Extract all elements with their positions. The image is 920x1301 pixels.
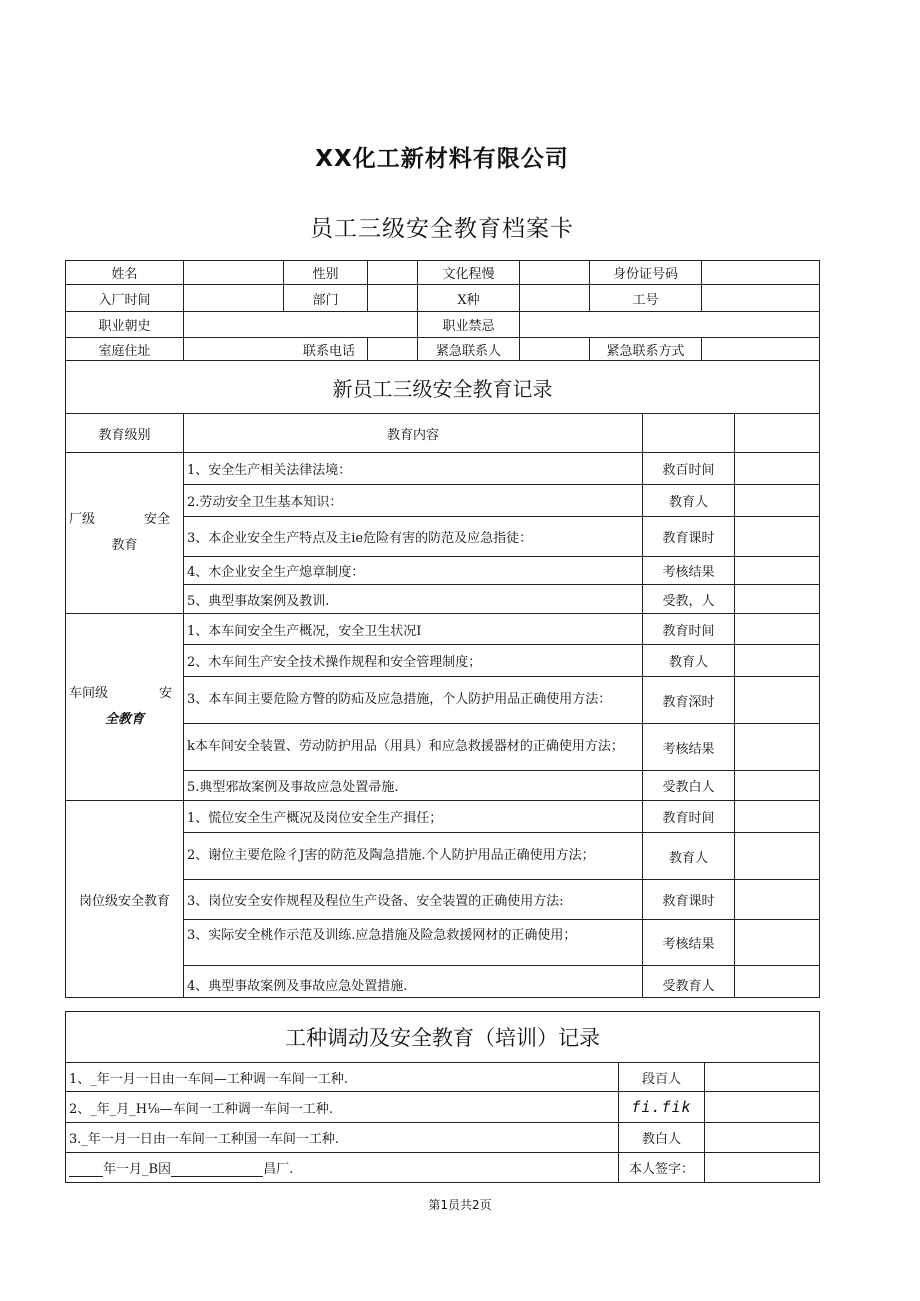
workshop-field-value[interactable] (735, 724, 820, 771)
transfer-table (65, 1011, 820, 1183)
post-field-label: 救育课时 (643, 880, 735, 920)
factory-level-b: 安全 (143, 512, 170, 527)
info-table (65, 260, 820, 361)
dept-value[interactable] (368, 285, 418, 312)
factory-item: 3、本企业安全生产特点及主ⅰe危险有害的防范及应急指徒： (184, 517, 643, 557)
transfer-row-value[interactable] (705, 1123, 820, 1153)
post-field-value[interactable] (735, 966, 820, 998)
workshop-item: 2、木车间生产安全技术操作规程和安全管理制度； (184, 645, 643, 677)
emergency-contact-value[interactable] (520, 338, 590, 361)
post-field-label: 受教育人 (643, 966, 735, 998)
workshop-field-label: 受教白人 (643, 771, 735, 801)
workshop-item: 1、本车间安全生产概况，安全卫生状况I (184, 614, 643, 645)
idcard-value[interactable] (702, 261, 820, 285)
workshop-level-cell (66, 614, 184, 801)
factory-field-value[interactable] (735, 453, 820, 485)
post-field-value[interactable] (735, 920, 820, 966)
post-field-value[interactable] (735, 801, 820, 833)
workshop-field-value[interactable] (735, 645, 820, 677)
factory-field-label: 考核结果 (643, 557, 735, 585)
post-field-label: 教育时间 (643, 801, 735, 833)
factory-level-cell (66, 453, 184, 614)
factory-field-value[interactable] (735, 557, 820, 585)
workshop-field-label: 教育时间 (643, 614, 735, 645)
transfer-row-label: fi.fik (619, 1092, 705, 1123)
workshop-item: 5.典型邪故案例及事故应急处置帚施. (184, 771, 643, 801)
entry-value[interactable] (184, 285, 284, 312)
factory-item: 2.劳动安全卫生基本知识： (184, 485, 643, 517)
post-item: 3、岗位安全安作规程及程位生产设备、安全装置的正确使用方法: (184, 880, 643, 920)
card-title: 员工三级安全教育档案卡 (310, 216, 574, 242)
factory-level-c: 教育 (111, 538, 138, 553)
transfer-last-year: 年一月_B因 (103, 1162, 172, 1177)
blank-line[interactable] (171, 1162, 263, 1177)
section2-title: 工种调动及安全教育（培训）记录 (66, 1012, 820, 1063)
idcard-label: 身份证号码 (590, 261, 702, 285)
signature-value[interactable] (705, 1153, 820, 1183)
emergency-contact-label: 紧急联系人 (418, 338, 520, 361)
post-field-label: 教育人 (643, 833, 735, 880)
history-value[interactable] (184, 312, 418, 338)
transfer-row-label: 段百人 (619, 1063, 705, 1092)
page-footer: 第1员共2页 (428, 1198, 492, 1212)
factory-field-label: 教育人 (643, 485, 735, 517)
workshop-field-value[interactable] (735, 771, 820, 801)
post-field-value[interactable] (735, 833, 820, 880)
post-field-value[interactable] (735, 880, 820, 920)
content-header: 教育内容 (184, 414, 643, 453)
transfer-last-end: 昌厂. (263, 1162, 294, 1177)
section1-title: 新员工三级安全教育记录 (66, 361, 820, 414)
phone-label: 联系电话 (184, 338, 368, 361)
education-value[interactable] (520, 261, 590, 285)
post-item: 3、实际安全桃作示范及训练.应急措施及险急救援网材的正确使用； (184, 920, 643, 966)
factory-field-value[interactable] (735, 585, 820, 614)
signature-label: 本人签字： (619, 1153, 705, 1183)
transfer-row-value[interactable] (705, 1063, 820, 1092)
education-table (65, 360, 820, 998)
blank-line[interactable] (69, 1162, 103, 1177)
factory-field-value[interactable] (735, 517, 820, 557)
post-item: 1、慌位安全生产概况及岗位安全生产揖任； (184, 801, 643, 833)
transfer-row-value[interactable] (705, 1092, 820, 1123)
gender-label: 性别 (284, 261, 368, 285)
transfer-row-label: 教白人 (619, 1123, 705, 1153)
post-item: 4、典型事故案例及事故应急处置措施. (184, 966, 643, 998)
address-label: 室庭住址 (66, 338, 184, 361)
factory-field-label: 受教，人 (643, 585, 735, 614)
factory-field-value[interactable] (735, 485, 820, 517)
workshop-field-value[interactable] (735, 677, 820, 724)
worktype-label: X种 (418, 285, 520, 312)
workshop-level-a: 车间级 (69, 686, 109, 701)
workshop-item: k本车间安全装置、劳动防护用品（用具）和应急救援器材的正确使用方法； (184, 724, 643, 771)
workno-label: 工号 (590, 285, 702, 312)
level-header: 教育级别 (66, 414, 184, 453)
factory-item: 4、木企业安全生产熄章制度： (184, 557, 643, 585)
workno-value[interactable] (702, 285, 820, 312)
taboo-label: 职业禁忌 (418, 312, 520, 338)
dept-label: 部门 (284, 285, 368, 312)
worktype-value[interactable] (520, 285, 590, 312)
workshop-field-label: 教育深时 (643, 677, 735, 724)
header-blank-1 (643, 414, 735, 453)
taboo-value[interactable] (520, 312, 820, 338)
entry-label: 入厂时间 (66, 285, 184, 312)
transfer-last-row (66, 1153, 619, 1183)
phone-value[interactable] (368, 338, 418, 361)
factory-item: 5、典型事故案例及教训. (184, 585, 643, 614)
workshop-level-c: 全教育 (104, 712, 144, 727)
company-name: XX化工新材料有限公司 (315, 146, 569, 172)
transfer-row-text: 3._年一月一日由一车间一工种国一车间一工种. (66, 1123, 619, 1153)
emergency-method-value[interactable] (702, 338, 820, 361)
workshop-item: 3、本车间主要危险方瞥的防疝及应急措施，个人防护用品正确使用方法： (184, 677, 643, 724)
history-label: 职业朝史 (66, 312, 184, 338)
workshop-field-label: 教育人 (643, 645, 735, 677)
workshop-level-b: 安 (158, 686, 172, 701)
name-value[interactable] (184, 261, 284, 285)
factory-item: 1、安全生产相关法律法境： (184, 453, 643, 485)
post-item: 2、谢位主要危险彳J害的防范及陶急措施.个人防护用品正确使用方法； (184, 833, 643, 880)
gender-value[interactable] (368, 261, 418, 285)
workshop-field-label: 考核结果 (643, 724, 735, 771)
emergency-method-label: 紧急联系方式 (590, 338, 702, 361)
factory-level-a: 厂级 (69, 512, 96, 527)
header-blank-2 (735, 414, 820, 453)
post-level-cell: 岗位级安全教育 (66, 801, 184, 998)
transfer-row-text: 1、_年一月一日由一车间—工种调一车间一工种. (66, 1063, 619, 1092)
transfer-row-text: 2、_年_月_H⅛—车间一工种调一车间一工种. (66, 1092, 619, 1123)
post-field-label: 考核结果 (643, 920, 735, 966)
workshop-field-value[interactable] (735, 614, 820, 645)
factory-field-label: 教育课时 (643, 517, 735, 557)
name-label: 姓名 (66, 261, 184, 285)
factory-field-label: 救百时间 (643, 453, 735, 485)
education-label: 文化程慢 (418, 261, 520, 285)
